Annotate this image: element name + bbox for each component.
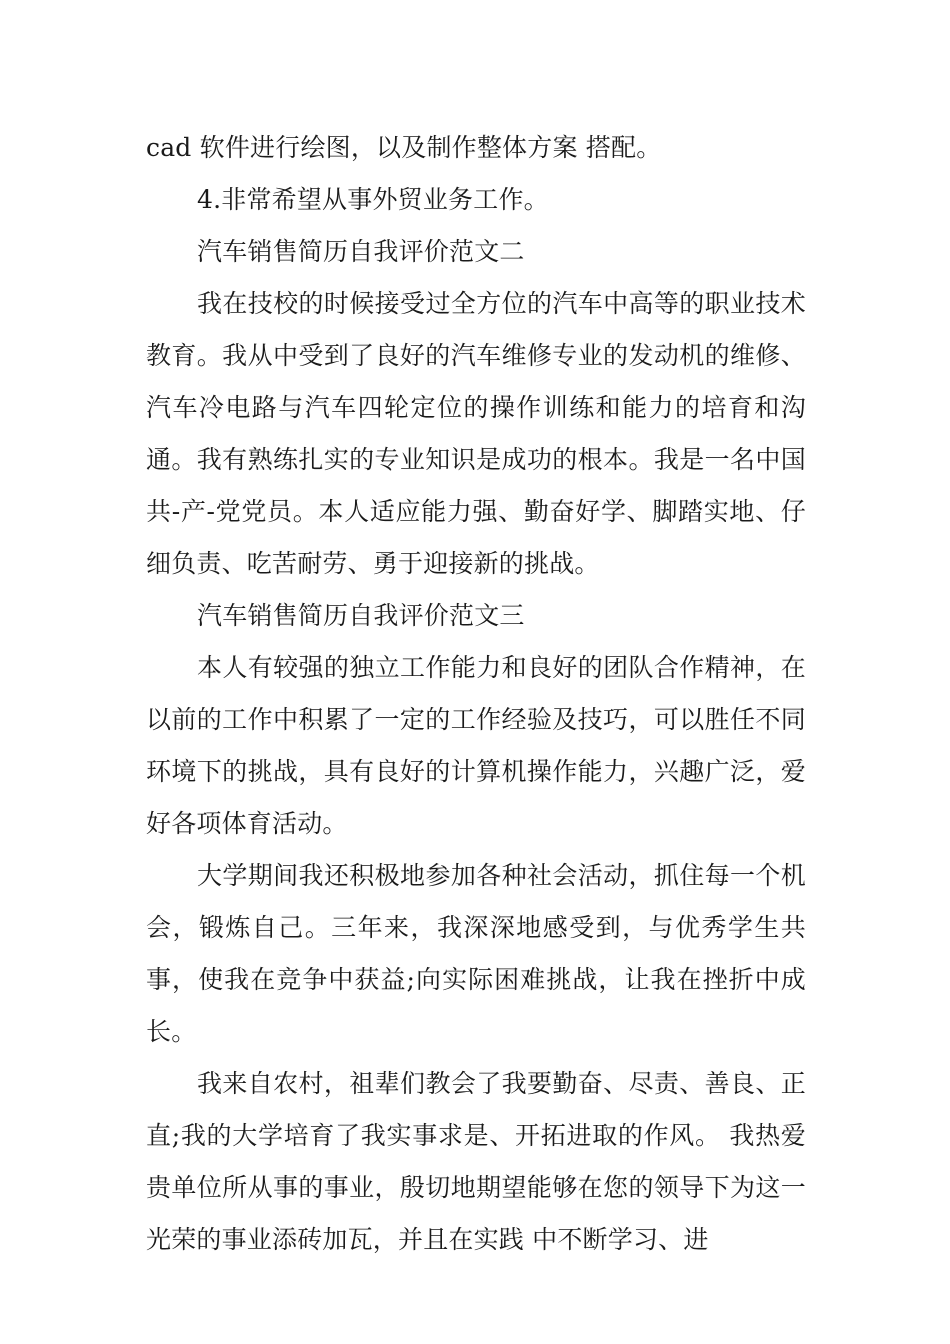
- paragraph-3: 我在技校的时候接受过全方位的汽车中高等的职业技术教育。我从中受到了良好的汽车维修专业的发动机的维修、汽车冷电路与汽车四轮定位的操作训练和能力的培育和沟通。我有熟练扎实的专业知识是成功的根本。我是一名中国共-产-党党员。本人适应能力强、勤奋好学、脚踏实地、仔细负责、吃苦耐劳、勇于迎接新的挑战。: [146, 289, 806, 578]
- paragraph-5: 大学期间我还积极地参加各种社会活动，抓住每一个机会，锻炼自己。三年来，我深深地感受到，与优秀学生共事，使我在竞争中获益;向实际困难挑战，让我在挫折中成长。: [146, 861, 806, 1046]
- section-heading-3: 汽车销售简历自我评价范文三: [197, 601, 525, 630]
- document-body: [146, 122, 806, 1266]
- paragraph-6: 我来自农村，祖辈们教会了我要勤奋、尽责、善良、正直;我的大学培育了我实事求是、开拓进取的作风。 我热爱贵单位所从事的事业，殷切地期望能够在您的领导下为这一光荣的事业添砖加瓦，并且在实践 中不断学习、进: [146, 1069, 806, 1254]
- paragraph-4: 本人有较强的独立工作能力和良好的团队合作精神，在以前的工作中积累了一定的工作经验及技巧，可以胜任不同环境下的挑战，具有良好的计算机操作能力，兴趣广泛，爱好各项体育活动。: [146, 653, 806, 838]
- section-heading-2: 汽车销售简历自我评价范文二: [197, 237, 525, 266]
- paragraph-2: 4.非常希望从事外贸业务工作。: [197, 185, 549, 214]
- paragraph-1: cad 软件进行绘图，以及制作整体方案 搭配。: [146, 133, 662, 162]
